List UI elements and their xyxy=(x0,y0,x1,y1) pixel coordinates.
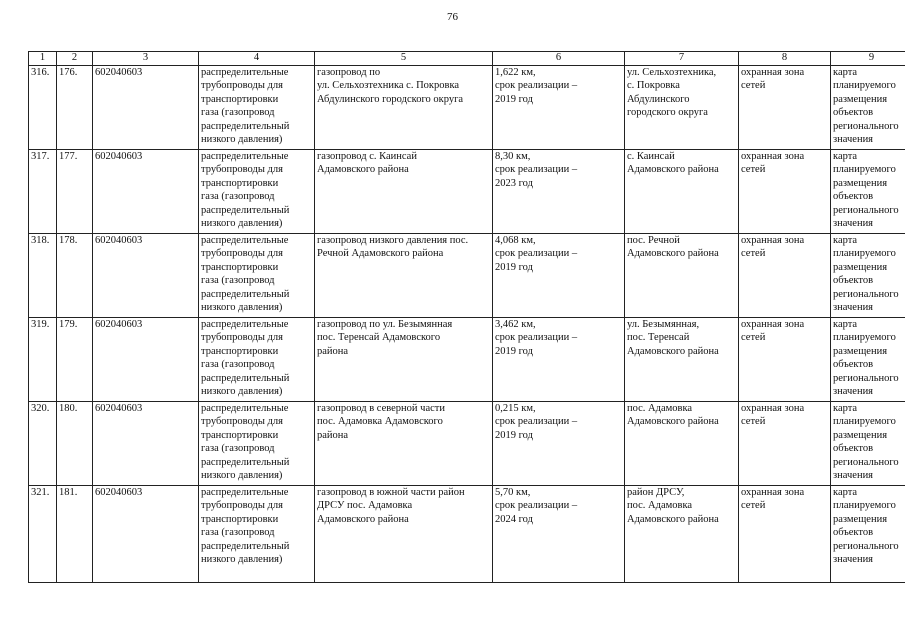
table-row xyxy=(29,318,905,402)
cell-location: пос. Речной Адамовского района xyxy=(625,234,739,318)
cell-zone: охранная зона сетей xyxy=(739,150,831,234)
cell-zone: охранная зона сетей xyxy=(739,318,831,402)
cell-row-number: 321. xyxy=(29,486,57,583)
cell-object-type: распределительные трубопроводы для транспортировки газа (газопровод распределительный низкого давления) xyxy=(199,486,315,583)
cell-code: 602040603 xyxy=(93,150,199,234)
column-header-5: 5 xyxy=(315,52,493,66)
cell-object-name: газопровод по ул. Сельхозтехника с. Покровка Абдулинского городского округа xyxy=(315,66,493,150)
cell-item-number: 181. xyxy=(57,486,93,583)
cell-location: ул. Сельхозтехника, с. Покровка Абдулинского городского округа xyxy=(625,66,739,150)
cell-zone: охранная зона сетей xyxy=(739,486,831,583)
cell-code: 602040603 xyxy=(93,402,199,486)
cell-object-name: газопровод в северной части пос. Адамовка Адамовского района xyxy=(315,402,493,486)
cell-row-number: 316. xyxy=(29,66,57,150)
table-row xyxy=(29,402,905,486)
cell-characteristics: 5,70 км, срок реализации – 2024 год xyxy=(493,486,625,583)
header-row xyxy=(29,52,905,66)
column-header-4: 4 xyxy=(199,52,315,66)
cell-item-number: 180. xyxy=(57,402,93,486)
data-table xyxy=(28,51,905,583)
cell-row-number: 320. xyxy=(29,402,57,486)
cell-object-type: распределительные трубопроводы для транспортировки газа (газопровод распределительный низкого давления) xyxy=(199,318,315,402)
cell-location: район ДРСУ, пос. Адамовка Адамовского района xyxy=(625,486,739,583)
cell-row-number: 318. xyxy=(29,234,57,318)
cell-map: карта планируемого размещения объектов регионального значения xyxy=(831,318,905,402)
cell-object-name: газопровод с. Каинсай Адамовского района xyxy=(315,150,493,234)
cell-zone: охранная зона сетей xyxy=(739,66,831,150)
cell-map: карта планируемого размещения объектов регионального значения xyxy=(831,150,905,234)
cell-row-number: 317. xyxy=(29,150,57,234)
column-header-2: 2 xyxy=(57,52,93,66)
column-header-7: 7 xyxy=(625,52,739,66)
cell-item-number: 179. xyxy=(57,318,93,402)
cell-characteristics: 8,30 км, срок реализации – 2023 год xyxy=(493,150,625,234)
cell-location: ул. Безымянная, пос. Теренсай Адамовского района xyxy=(625,318,739,402)
cell-code: 602040603 xyxy=(93,66,199,150)
cell-characteristics: 1,622 км, срок реализации – 2019 год xyxy=(493,66,625,150)
cell-object-type: распределительные трубопроводы для транспортировки газа (газопровод распределительный низкого давления) xyxy=(199,66,315,150)
cell-map: карта планируемого размещения объектов регионального значения xyxy=(831,66,905,150)
table-row xyxy=(29,150,905,234)
cell-object-type: распределительные трубопроводы для транспортировки газа (газопровод распределительный низкого давления) xyxy=(199,402,315,486)
cell-item-number: 177. xyxy=(57,150,93,234)
column-header-3: 3 xyxy=(93,52,199,66)
cell-row-number: 319. xyxy=(29,318,57,402)
column-header-1: 1 xyxy=(29,52,57,66)
page-number: 76 xyxy=(447,11,458,23)
table-row xyxy=(29,486,905,583)
cell-zone: охранная зона сетей xyxy=(739,402,831,486)
cell-object-name: газопровод по ул. Безымянная пос. Теренсай Адамовского района xyxy=(315,318,493,402)
column-header-9: 9 xyxy=(831,52,905,66)
column-header-6: 6 xyxy=(493,52,625,66)
cell-map: карта планируемого размещения объектов регионального значения xyxy=(831,486,905,583)
cell-object-type: распределительные трубопроводы для транспортировки газа (газопровод распределительный низкого давления) xyxy=(199,150,315,234)
cell-characteristics: 3,462 км, срок реализации – 2019 год xyxy=(493,318,625,402)
table-row xyxy=(29,234,905,318)
table-row xyxy=(29,66,905,150)
column-header-8: 8 xyxy=(739,52,831,66)
cell-code: 602040603 xyxy=(93,234,199,318)
cell-characteristics: 4,068 км, срок реализации – 2019 год xyxy=(493,234,625,318)
cell-item-number: 178. xyxy=(57,234,93,318)
cell-item-number: 176. xyxy=(57,66,93,150)
cell-map: карта планируемого размещения объектов регионального значения xyxy=(831,402,905,486)
cell-object-name: газопровод низкого давления пос. Речной Адамовского района xyxy=(315,234,493,318)
cell-map: карта планируемого размещения объектов регионального значения xyxy=(831,234,905,318)
cell-code: 602040603 xyxy=(93,318,199,402)
cell-zone: охранная зона сетей xyxy=(739,234,831,318)
cell-code: 602040603 xyxy=(93,486,199,583)
cell-object-name: газопровод в южной части район ДРСУ пос. Адамовка Адамовского района xyxy=(315,486,493,583)
cell-location: пос. Адамовка Адамовского района xyxy=(625,402,739,486)
cell-location: с. Каинсай Адамовского района xyxy=(625,150,739,234)
cell-characteristics: 0,215 км, срок реализации – 2019 год xyxy=(493,402,625,486)
cell-object-type: распределительные трубопроводы для транспортировки газа (газопровод распределительный низкого давления) xyxy=(199,234,315,318)
